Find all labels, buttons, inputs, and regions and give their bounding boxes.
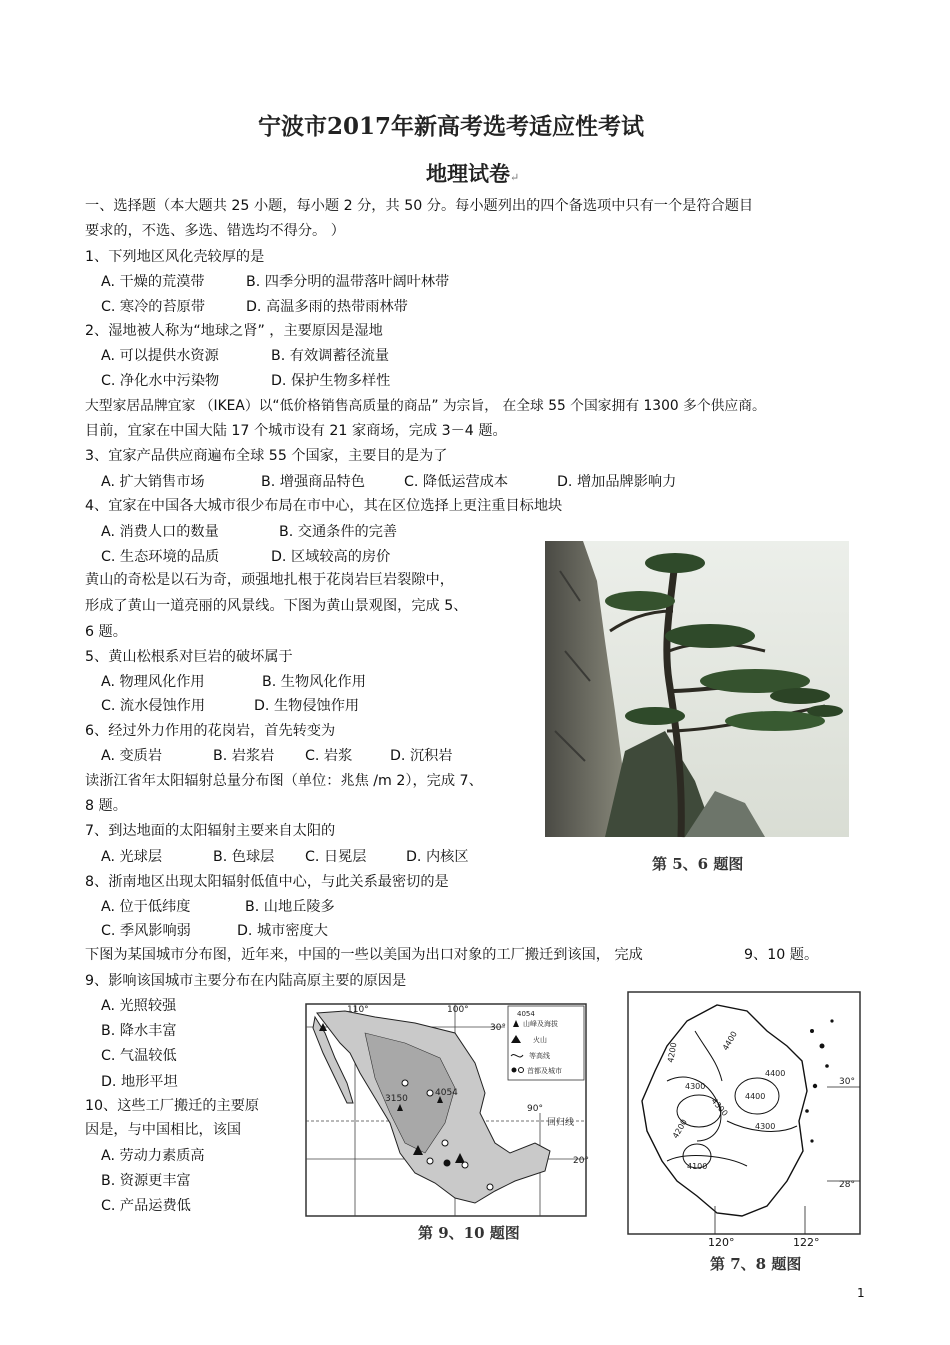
map910-label-20: 20°: [573, 1156, 589, 1166]
svg-text:4054: 4054: [517, 1010, 535, 1018]
svg-text:4300: 4300: [685, 1082, 706, 1091]
q2-option-a: A. 可以提供水资源: [101, 348, 219, 364]
q10-option-c: C. 产品运费低: [101, 1198, 191, 1214]
zhejiang-passage-line2: 8 题。: [85, 798, 127, 814]
q7-option-b: B. 色球层: [213, 849, 275, 865]
svg-text:山峰及海拔: 山峰及海拔: [523, 1020, 558, 1028]
q7-option-c: C. 日冕层: [305, 849, 367, 865]
zhejiang-solar-radiation-map: [627, 991, 861, 1235]
q5-option-d: D. 生物侵蚀作用: [254, 698, 360, 714]
ikea-passage-line2: 目前，宜家在中国大陆 17 个城市设有 21 家商场，完成 3－4 题。: [85, 423, 507, 439]
ikea-passage-line1: 大型家居品牌宜家 （IKEA）以“低价格销售高质量的商品” 为宗旨， 在全球 55 个国家拥有 1300 多个供应商。: [85, 398, 766, 414]
figure-5-6-caption: 第 5、6 题图: [652, 855, 744, 873]
q2-option-d: D. 保护生物多样性: [271, 373, 391, 389]
map910-peak-label-2: 4054: [435, 1088, 458, 1098]
svg-text:28°: 28°: [839, 1180, 855, 1190]
svg-text:4300: 4300: [709, 1096, 730, 1118]
q1-stem: 1、下列地区风化壳较厚的是: [85, 249, 265, 265]
mexico-passage-line1b: 9、10 题。: [744, 947, 819, 963]
q4-option-b: B. 交通条件的完善: [279, 524, 398, 540]
q6-option-c: C. 岩浆: [305, 748, 353, 764]
q2-option-b: B. 有效调蓄径流量: [271, 348, 390, 364]
mexico-city-distribution-map: [305, 1003, 587, 1217]
svg-text:等高线: 等高线: [529, 1052, 550, 1060]
map910-label-30: 30°: [490, 1023, 506, 1033]
q4-option-c: C. 生态环境的品质: [101, 549, 220, 565]
q7-option-a: A. 光球层: [101, 849, 163, 865]
q5-option-b: B. 生物风化作用: [262, 674, 366, 690]
q6-option-b: B. 岩浆岩: [213, 748, 275, 764]
q2-stem: 2、湿地被人称为“地球之肾” ，主要原因是湿地: [85, 323, 383, 339]
page-number: 1: [857, 1286, 865, 1300]
q3-option-d: D. 增加品牌影响力: [557, 474, 677, 490]
q8-option-a: A. 位于低纬度: [101, 899, 191, 915]
map78-label-122: 122°: [793, 1236, 820, 1249]
q7-option-d: D. 内核区: [406, 849, 469, 865]
q5-option-c: C. 流水侵蚀作用: [101, 698, 206, 714]
q4-option-d: D. 区域较高的房价: [271, 549, 391, 565]
q1-option-c: C. 寒冷的苔原带: [101, 299, 206, 315]
q6-option-a: A. 变质岩: [101, 748, 163, 764]
q9-stem: 9、影响该国城市主要分布在内陆高原主要的原因是: [85, 973, 407, 989]
q9-option-b: B. 降水丰富: [101, 1023, 177, 1039]
map910-label-tropic: 回归线: [547, 1118, 575, 1128]
q1-option-a: A. 干燥的荒漠带: [101, 274, 205, 290]
svg-text:30°: 30°: [839, 1077, 855, 1087]
q6-stem: 6、经过外力作用的花岗岩，首先转变为: [85, 723, 336, 739]
q8-option-b: B. 山地丘陵多: [245, 899, 335, 915]
q3-option-a: A. 扩大销售市场: [101, 474, 205, 490]
q7-stem: 7、到达地面的太阳辐射主要来自太阳的: [85, 823, 336, 839]
figure-9-10-caption: 第 9、10 题图: [418, 1224, 520, 1242]
q6-option-d: D. 沉积岩: [390, 748, 453, 764]
map910-label-110: 110°: [347, 1005, 369, 1015]
huangshan-passage-line2: 形成了黄山一道亮丽的风景线。下图为黄山景观图，完成 5、: [85, 598, 468, 614]
q10-option-b: B. 资源更丰富: [101, 1173, 191, 1189]
section-header-line1: 一、选择题（本大题共 25 小题，每小题 2 分，共 50 分。每小题列出的四个备选项中只有一个是符合题目: [85, 198, 754, 214]
svg-text:4400: 4400: [745, 1092, 766, 1101]
figure-7-8-caption: 第 7、8 题图: [710, 1255, 802, 1273]
huangshan-passage-line3: 6 题。: [85, 624, 127, 640]
svg-text:4200: 4200: [670, 1117, 689, 1140]
page-title: 宁波市2017年新高考选考适应性考试: [258, 113, 645, 140]
q10-stem-line2: 因是，与中国相比，该国: [85, 1122, 242, 1138]
svg-text:首都及城市: 首都及城市: [527, 1067, 562, 1075]
page-subtitle: 地理试卷↵: [426, 161, 520, 186]
q10-stem-line1: 10、这些工厂搬迁的主要原: [85, 1098, 260, 1114]
q1-option-d: D. 高温多雨的热带雨林带: [246, 299, 408, 315]
svg-text:4100: 4100: [687, 1162, 708, 1171]
q9-option-a: A. 光照较强: [101, 998, 177, 1014]
huangshan-pine-photo: [545, 541, 849, 837]
q1-option-b: B. 四季分明的温带落叶阔叶林带: [246, 274, 450, 290]
q3-option-b: B. 增强商品特色: [261, 474, 365, 490]
section-header-line2: 要求的，不选、多选、错选均不得分。 ）: [85, 223, 345, 239]
q8-option-d: D. 城市密度大: [237, 923, 328, 939]
map910-label-100: 100°: [447, 1005, 469, 1015]
q2-option-c: C. 净化水中污染物: [101, 373, 220, 389]
q3-option-c: C. 降低运营成本: [404, 474, 509, 490]
svg-text:4400: 4400: [765, 1069, 786, 1078]
q8-option-c: C. 季风影响弱: [101, 923, 191, 939]
q8-stem: 8、浙南地区出现太阳辐射低值中心，与此关系最密切的是: [85, 874, 449, 890]
huangshan-passage-line1: 黄山的奇松是以石为奇，顽强地扎根于花岗岩巨岩裂隙中，: [85, 572, 454, 588]
q4-option-a: A. 消费人口的数量: [101, 524, 219, 540]
q9-option-c: C. 气温较低: [101, 1048, 177, 1064]
q10-option-a: A. 劳动力素质高: [101, 1148, 205, 1164]
svg-text:4400: 4400: [720, 1029, 739, 1052]
q5-stem: 5、黄山松根系对巨岩的破坏属于: [85, 649, 293, 665]
mexico-passage-line1: 下图为某国城市分布图，近年来，中国的一些以美国为出口对象的工厂搬迁到该国， 完成: [85, 947, 643, 963]
q5-option-a: A. 物理风化作用: [101, 674, 205, 690]
map910-peak-label-1: 3150: [385, 1094, 408, 1104]
svg-text:4200: 4200: [666, 1041, 679, 1064]
q9-option-d: D. 地形平坦: [101, 1074, 178, 1090]
q3-stem: 3、宜家产品供应商遍布全球 55 个国家，主要目的是为了: [85, 448, 448, 464]
q4-stem: 4、宜家在中国各大城市很少布局在市中心，其在区位选择上更注重目标地块: [85, 498, 563, 514]
map910-label-90: 90°: [527, 1104, 543, 1114]
svg-text:4300: 4300: [755, 1122, 776, 1131]
svg-text:火山: 火山: [533, 1036, 547, 1044]
zhejiang-passage-line1: 读浙江省年太阳辐射总量分布图（单位：兆焦 /m 2），完成 7、: [85, 773, 483, 789]
map78-label-120: 120°: [708, 1236, 735, 1249]
